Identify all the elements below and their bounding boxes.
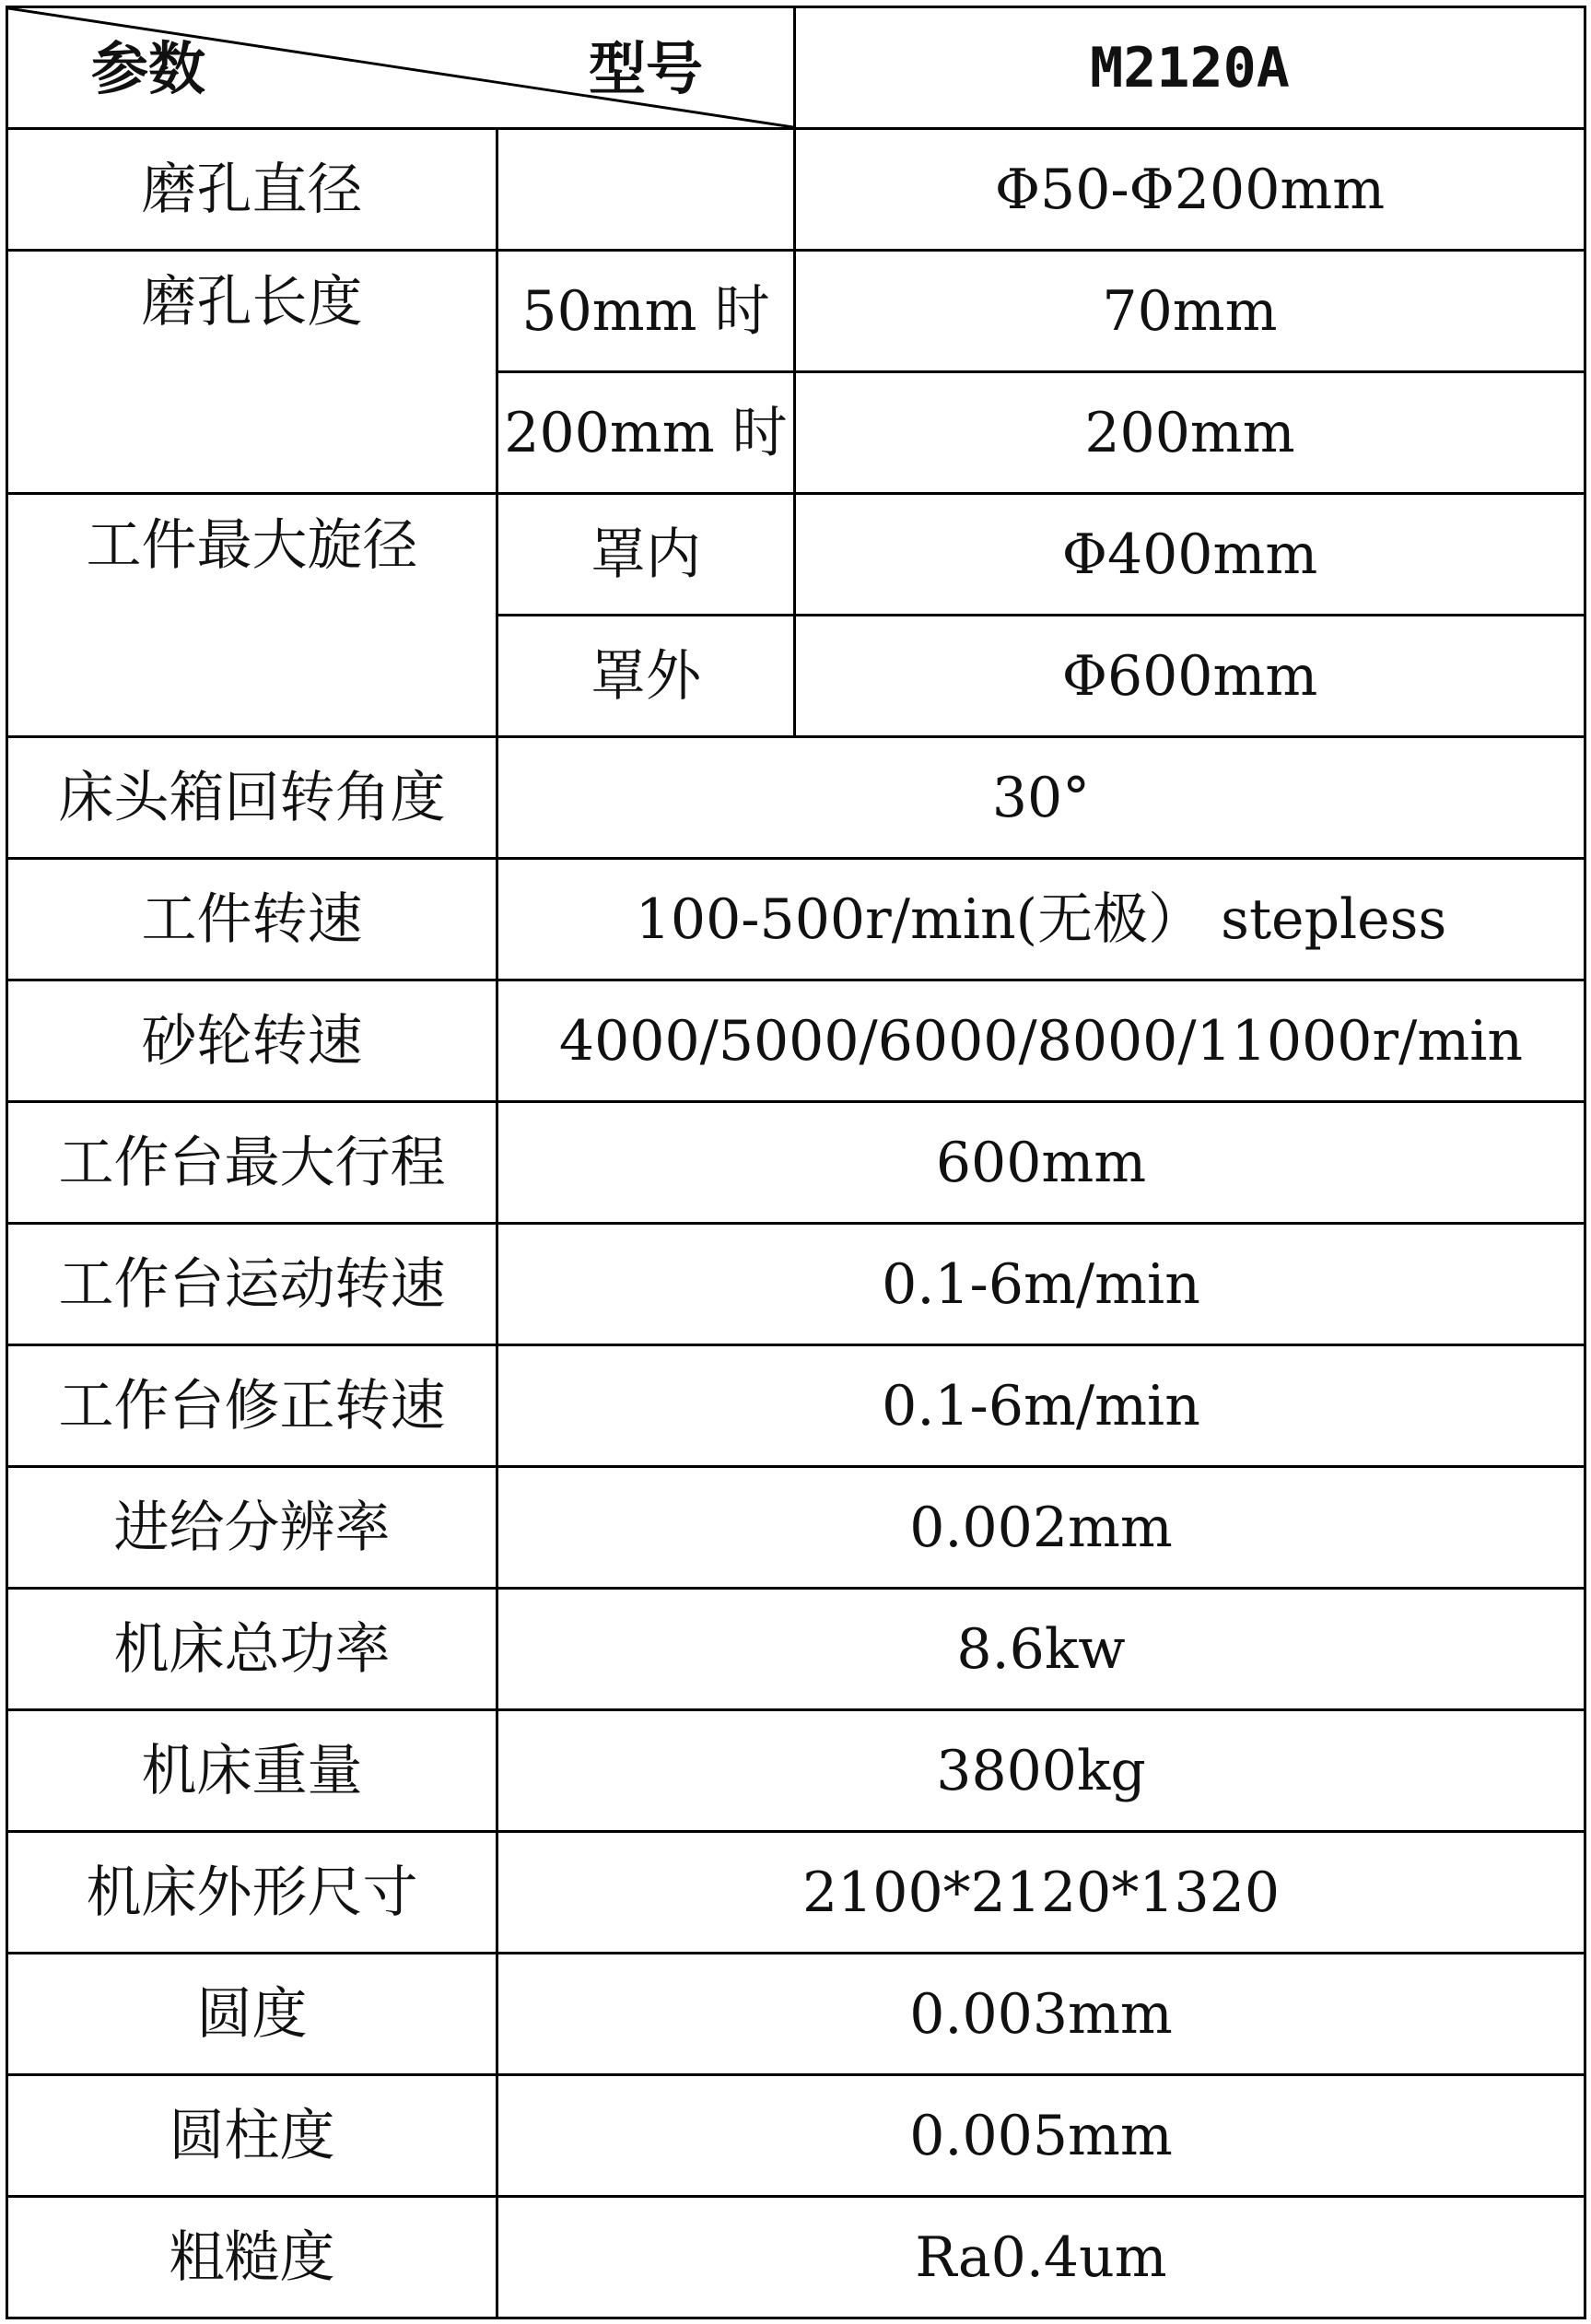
row-value: 0.002mm: [497, 1467, 1585, 1589]
row-value: Φ600mm: [795, 616, 1585, 737]
row-label: 机床外形尺寸: [7, 1832, 497, 1954]
table-row: [7, 1710, 1585, 1832]
row-sublabel: 50mm 时: [497, 251, 795, 372]
table-row: [7, 2075, 1585, 2197]
table-row: [7, 859, 1585, 980]
row-label: 圆柱度: [7, 2075, 497, 2197]
row-value: 2100*2120*1320: [497, 1832, 1585, 1954]
row-label: 磨孔长度: [7, 251, 497, 494]
row-label: 工件最大旋径: [7, 494, 497, 737]
table-row: [7, 1954, 1585, 2075]
row-sublabel: 200mm 时: [497, 372, 795, 494]
row-value: 3800kg: [497, 1710, 1585, 1832]
row-value: 0.003mm: [497, 1954, 1585, 2075]
row-value: 0.005mm: [497, 2075, 1585, 2197]
row-sublabel: 罩内: [497, 494, 795, 616]
header-diagonal-cell: [7, 7, 795, 129]
header-row: [7, 7, 1585, 129]
row-label: 机床总功率: [7, 1589, 497, 1710]
row-label: 圆度: [7, 1954, 497, 2075]
table-row: [7, 494, 1585, 616]
row-label: 工件转速: [7, 859, 497, 980]
row-label: 工作台运动转速: [7, 1224, 497, 1345]
row-label: 磨孔直径: [7, 129, 497, 251]
row-value: 30°: [497, 737, 1585, 859]
row-value: 70mm: [795, 251, 1585, 372]
table-row: [7, 1224, 1585, 1345]
row-label: 机床重量: [7, 1710, 497, 1832]
row-value: 100-500r/min(无极） stepless: [497, 859, 1585, 980]
table-row: [7, 1102, 1585, 1224]
row-value: Φ400mm: [795, 494, 1585, 616]
table-row: [7, 1467, 1585, 1589]
table-row: [7, 1345, 1585, 1467]
row-value: 8.6kw: [497, 1589, 1585, 1710]
table-row: [7, 737, 1585, 859]
row-label: 工作台修正转速: [7, 1345, 497, 1467]
row-sublabel: [497, 129, 795, 251]
param-header-label: 参数: [91, 35, 206, 102]
row-label: 工作台最大行程: [7, 1102, 497, 1224]
row-value: 600mm: [497, 1102, 1585, 1224]
row-value: 0.1-6m/min: [497, 1224, 1585, 1345]
row-sublabel: 罩外: [497, 616, 795, 737]
row-label: 进给分辨率: [7, 1467, 497, 1589]
row-value: Φ50-Φ200mm: [795, 129, 1585, 251]
row-value: 200mm: [795, 372, 1585, 494]
table-row: [7, 980, 1585, 1102]
table-row: [7, 251, 1585, 372]
row-value: 4000/5000/6000/8000/11000r/min: [497, 980, 1585, 1102]
row-label: 砂轮转速: [7, 980, 497, 1102]
row-value: 0.1-6m/min: [497, 1345, 1585, 1467]
table-row: [7, 1589, 1585, 1710]
model-header-label: 型号: [589, 35, 704, 102]
model-value: M2120A: [795, 7, 1585, 129]
spec-table: [6, 6, 1586, 2319]
table-row: [7, 1832, 1585, 1954]
row-value: Ra0.4um: [497, 2197, 1585, 2318]
table-row: [7, 2197, 1585, 2318]
row-label: 床头箱回转角度: [7, 737, 497, 859]
row-label: 粗糙度: [7, 2197, 497, 2318]
table-row: [7, 129, 1585, 251]
